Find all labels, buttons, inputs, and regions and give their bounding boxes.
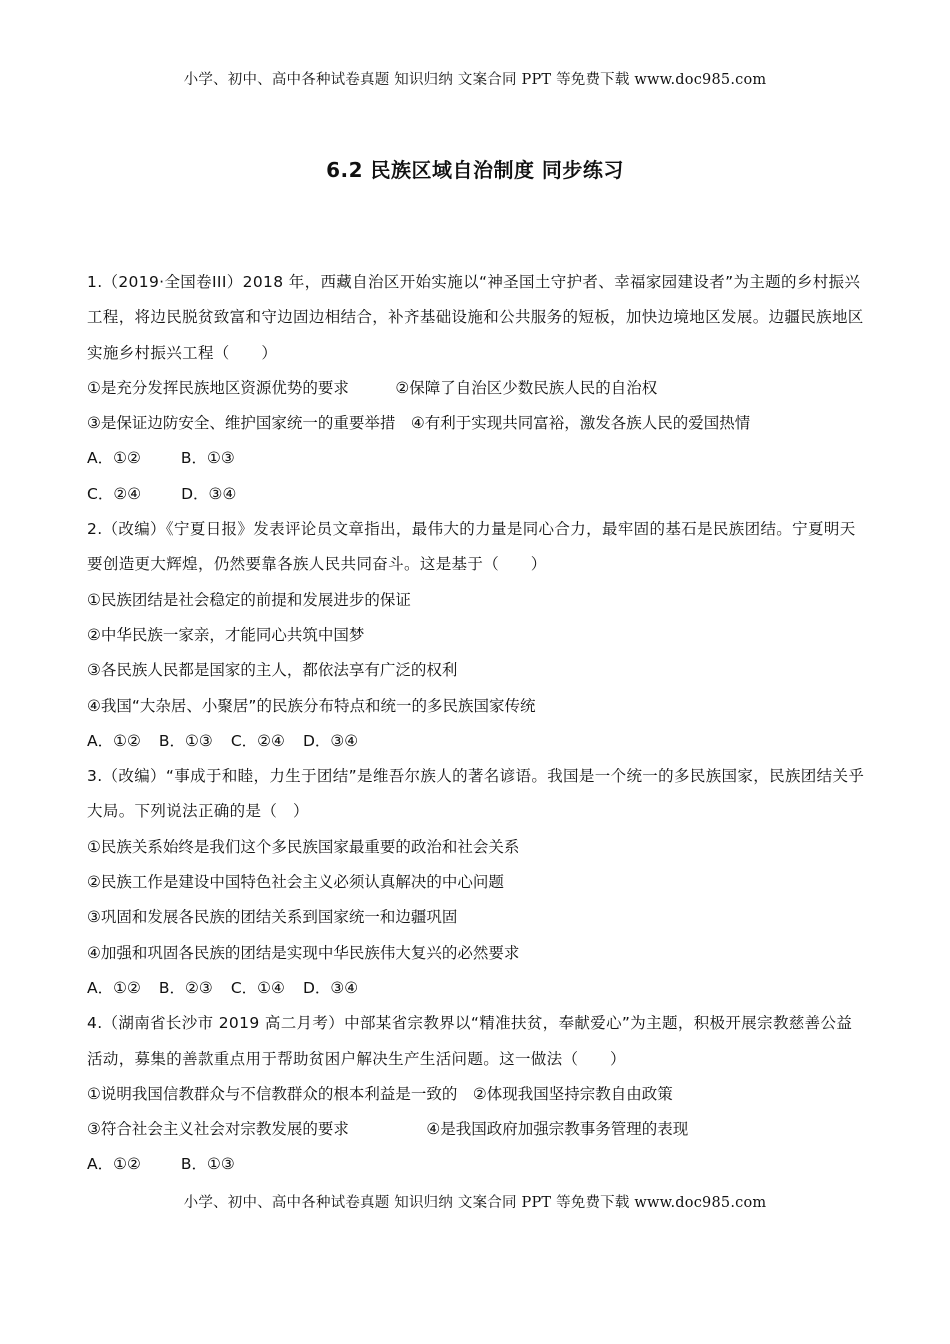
question-1-stem: 1.（2019·全国卷III）2018 年，西藏自治区开始实施以“神圣国土守护者、幸福家园建设者”为主题的乡村振兴工程，将边民脱贫致富和守边固边相结合，补齐基础设施和公共服务的短板，加快边境地区发展。边疆民族地区实施乡村振兴工程（ ） [87,273,864,362]
page-header: 小学、初中、高中各种试卷真题 知识归纳 文案合同 PPT 等免费下载 www.doc985.com [183,72,767,88]
question-3-stem: 3.（改编）“事成于和睦，力生于团结”是维吾尔族人的著名谚语。我国是一个统一的多民族国家，民族团结关乎大局。下列说法正确的是（ ） [87,767,865,821]
question-2-item-2: ②中华民族一家亲，才能同心共筑中国梦 [87,625,365,644]
question-list [87,265,867,1183]
option-d: D．③④ [181,484,237,503]
question-2-options [87,724,867,759]
page-footer: 小学、初中、高中各种试卷真题 知识归纳 文案合同 PPT 等免费下载 www.doc985.com [183,1195,767,1211]
question-1-item-1: ①是充分发挥民族地区资源优势的要求 ②保障了自治区少数民族人民的自治权 [87,378,658,397]
question-4-options [87,1147,867,1182]
question-4-stem: 4.（湖南省长沙市 2019 高二月考）中部某省宗教界以“精准扶贫，奉献爱心”为主题，积极开展宗教慈善公益活动，募集的善款重点用于帮助贫困户解决生产生活问题。这一做法（ ） [87,1014,853,1068]
question-3-item-1: ①民族关系始终是我们这个多民族国家最重要的政治和社会关系 [87,837,520,856]
question-1-item-2: ③是保证边防安全、维护国家统一的重要举措 ④有利于实现共同富裕，激发各族人民的爱国热情 [87,414,751,433]
question-2-item-1: ①民族团结是社会稳定的前提和发展进步的保证 [87,590,411,609]
question-1-options-row-2 [87,477,867,512]
question-3-item-4: ④加强和巩固各民族的团结是实现中华民族伟大复兴的必然要求 [87,943,520,962]
option-d: D．③④ [302,978,359,997]
question-4-item-2: ③符合社会主义社会对宗教发展的要求 ④是我国政府加强宗教事务管理的表现 [87,1120,689,1139]
option-c: C．②④ [230,731,285,750]
option-a: A．①② [87,978,141,997]
question-3-item-2: ②民族工作是建设中国特色社会主义必须认真解决的中心问题 [87,873,504,892]
option-d: D．③④ [302,731,359,750]
page-title: 6.2 民族区域自治制度 同步练习 [326,158,624,182]
option-c: C．②④ [87,484,142,503]
option-a: A．①② [87,731,141,750]
option-a: A．①② [87,449,141,468]
question-1-options-row-1 [87,441,867,476]
question-2-item-3: ③各民族人民都是国家的主人，都依法享有广泛的权利 [87,661,458,680]
question-3-options [87,971,867,1006]
option-c: C．①④ [230,978,285,997]
option-b: B．①③ [158,731,213,750]
question-3-item-3: ③巩固和发展各民族的团结关系到国家统一和边疆巩固 [87,908,458,927]
question-4-item-1: ①说明我国信教群众与不信教群众的根本利益是一致的 ②体现我国坚持宗教自由政策 [87,1084,673,1103]
question-2-stem: 2.（改编）《宁夏日报》发表评论员文章指出，最伟大的力量是同心合力，最牢固的基石是民族团结。宁夏明天要创造更大辉煌，仍然要靠各族人民共同奋斗。这是基于（ ） [87,520,856,574]
option-a: A．①② [87,1155,141,1174]
option-b: B．①③ [180,449,235,468]
question-2-item-4: ④我国“大杂居、小聚居”的民族分布特点和统一的多民族国家传统 [87,696,536,715]
option-b: B．②③ [158,978,213,997]
option-b: B．①③ [180,1155,235,1174]
